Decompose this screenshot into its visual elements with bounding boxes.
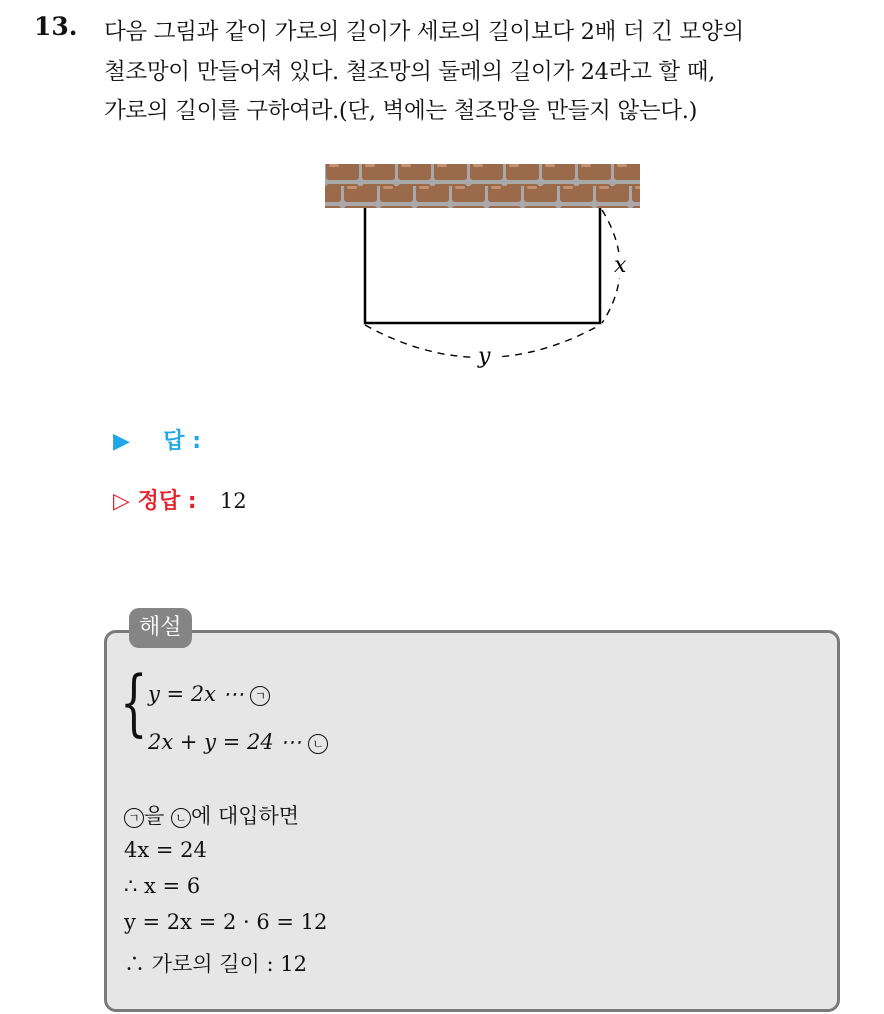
solution-line-3: y = 2x = 2 · 6 = 12 <box>124 910 328 934</box>
wall-row-top <box>325 164 640 186</box>
answer-colon: : <box>192 429 202 454</box>
question-number: 13. <box>34 12 78 41</box>
circled-giyeok-icon: ㄱ <box>124 808 144 828</box>
correct-label: 정답 <box>137 489 181 514</box>
circled-nieun-icon: ㄴ <box>308 734 328 754</box>
equation-1: y = 2x ⋯ ㄱ <box>148 682 270 706</box>
circled-giyeok-icon: ㄱ <box>250 686 270 706</box>
height-label: x <box>614 253 627 278</box>
question-line-3: 가로의 길이를 구하여라.(단, 벽에는 철조망을 만들지 않는다.) <box>104 98 698 124</box>
circled-nieun-icon: ㄴ <box>171 808 191 828</box>
system-brace: { <box>120 660 148 744</box>
question-line-2: 철조망이 만들어져 있다. 철조망의 둘레의 길이가 24라고 할 때, <box>104 59 715 85</box>
width-label: y <box>478 344 491 369</box>
substitution-line: ㄱ 을 ㄴ 에 대입하면 <box>124 800 299 830</box>
explanation-tag: 해설 <box>129 608 192 648</box>
fence-figure <box>320 160 650 375</box>
wall-row-bottom <box>325 186 640 208</box>
correct-value: 12 <box>219 489 247 513</box>
answer-label: 답 <box>163 429 185 454</box>
answer-row <box>113 424 201 455</box>
solution-line-4: ∴ 가로의 길이 : 12 <box>124 952 307 976</box>
correct-answer-row <box>113 484 247 515</box>
question-line-1: 다음 그림과 같이 가로의 길이가 세로의 길이보다 2배 더 긴 모양의 <box>104 19 744 45</box>
fence-rectangle <box>365 208 600 323</box>
outline-play-icon: ▷ <box>113 489 130 514</box>
correct-colon: : <box>187 489 197 514</box>
solution-line-1: 4x = 24 <box>124 838 207 862</box>
solution-line-2: ∴ x = 6 <box>124 874 201 898</box>
play-icon: ▶ <box>113 429 130 454</box>
equation-2: 2x + y = 24 ⋯ ㄴ <box>148 730 328 754</box>
